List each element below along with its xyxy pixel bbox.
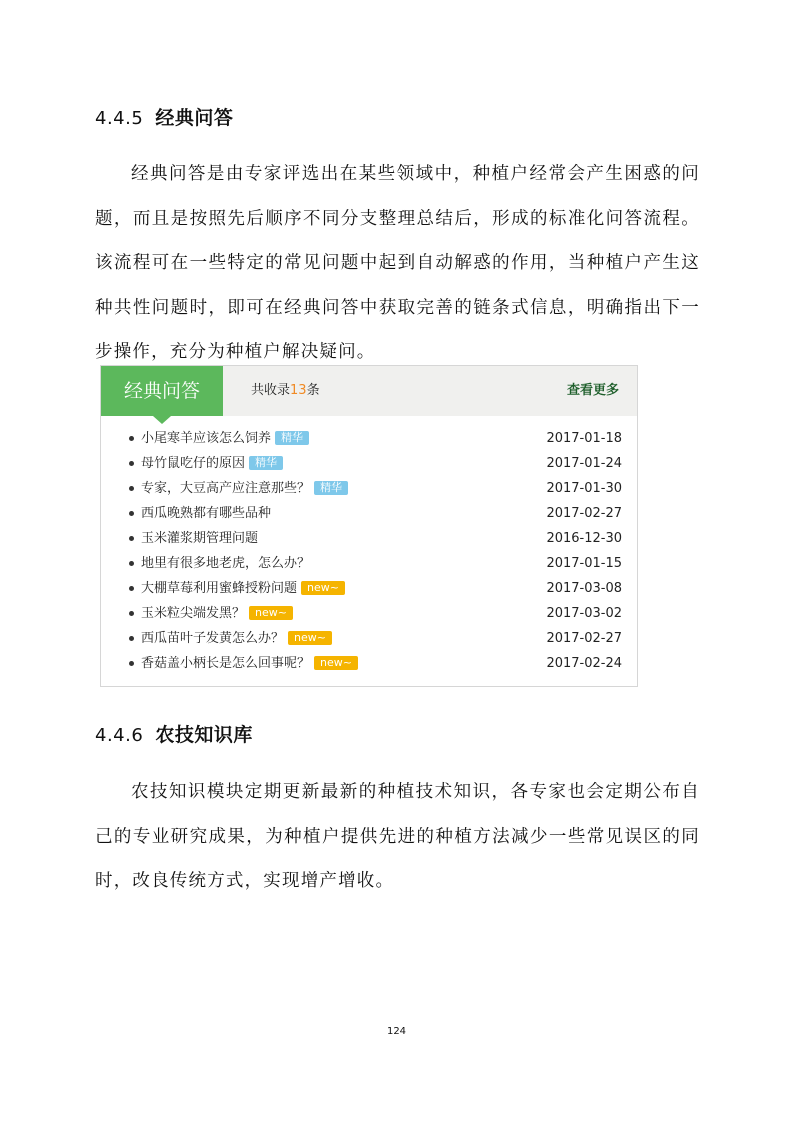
bullet-icon — [129, 436, 134, 441]
question-title[interactable] — [141, 426, 309, 451]
classic-qa-panel — [100, 365, 638, 687]
new-badge: new~ — [249, 606, 293, 620]
question-date: 2017-02-24 — [546, 656, 622, 671]
question-date: 2017-03-08 — [546, 581, 622, 596]
list-item[interactable] — [101, 576, 637, 601]
bullet-icon — [129, 461, 134, 466]
featured-badge: 精华 — [314, 481, 348, 495]
question-date: 2016-12-30 — [546, 531, 622, 546]
question-text[interactable]: 小尾寒羊应该怎么饲养 — [141, 431, 272, 446]
list-item[interactable] — [101, 551, 637, 576]
list-item[interactable] — [101, 501, 637, 526]
list-item[interactable] — [101, 626, 637, 651]
list-item[interactable] — [101, 651, 637, 676]
question-date: 2017-01-15 — [546, 556, 622, 571]
bullet-icon — [129, 636, 134, 641]
bullet-icon — [129, 486, 134, 491]
list-item[interactable] — [101, 476, 637, 501]
question-text[interactable]: 玉米粒尖端发黑？ — [141, 606, 246, 621]
record-count — [251, 366, 320, 416]
bullet-icon — [129, 611, 134, 616]
view-more-link[interactable]: 查看更多 — [566, 383, 619, 398]
question-text[interactable]: 玉米灌浆期管理问题 — [141, 531, 259, 546]
count-prefix: 共收录 — [251, 383, 291, 398]
section-title: 农技知识库 — [155, 724, 253, 746]
question-text[interactable]: 专家，大豆高产应注意那些？ — [141, 481, 311, 496]
question-title[interactable] — [141, 626, 332, 651]
qa-list — [101, 426, 637, 676]
question-date: 2017-01-30 — [546, 481, 622, 496]
list-item[interactable] — [101, 451, 637, 476]
list-item[interactable] — [101, 426, 637, 451]
list-item[interactable] — [101, 526, 637, 551]
section-heading-4-4-5 — [95, 103, 233, 130]
question-title[interactable] — [141, 451, 283, 476]
section-number: 4.4.5 — [95, 108, 144, 129]
question-date: 2017-03-02 — [546, 606, 622, 621]
bullet-icon — [129, 586, 134, 591]
question-title[interactable] — [141, 526, 258, 551]
question-date: 2017-01-24 — [546, 456, 622, 471]
question-title[interactable] — [141, 576, 345, 601]
bullet-icon — [129, 661, 134, 666]
section-paragraph-4-4-6: 农技知识模块定期更新最新的种植技术知识，各专家也会定期公布自己的专业研究成果，为种植户提供先进的种植方法减少一些常见误区的同时，改良传统方式，实现增产增收。 — [95, 782, 700, 891]
question-title[interactable] — [141, 651, 358, 676]
panel-header — [101, 366, 637, 416]
bullet-icon — [129, 561, 134, 566]
count-value: 13 — [290, 383, 307, 398]
new-badge: new~ — [314, 656, 358, 670]
question-date: 2017-02-27 — [546, 631, 622, 646]
list-item[interactable] — [101, 601, 637, 626]
question-text[interactable]: 母竹鼠吃仔的原因 — [141, 456, 246, 471]
question-text[interactable]: 西瓜苗叶子发黄怎么办？ — [141, 631, 285, 646]
tab-classic-qa[interactable]: 经典问答 — [101, 366, 223, 416]
section-heading-4-4-6 — [95, 720, 253, 747]
question-text[interactable]: 大棚草莓利用蜜蜂授粉问题 — [141, 581, 298, 596]
section-title: 经典问答 — [155, 107, 234, 129]
question-date: 2017-01-18 — [546, 431, 622, 446]
new-badge: new~ — [288, 631, 332, 645]
section-paragraph-4-4-5: 经典问答是由专家评选出在某些领域中，种植户经常会产生困惑的问题，而且是按照先后顺序不同分支整理总结后，形成的标准化问答流程。该流程可在一些特定的常见问题中起到自动解惑的作用，当种植户产生这种共性问题时，即可在经典问答中获取完善的链条式信息，明确指出下一步操作，充分为种植户解决疑问。 — [95, 164, 700, 362]
section-number: 4.4.6 — [95, 725, 144, 746]
featured-badge: 精华 — [249, 456, 283, 470]
bullet-icon — [129, 511, 134, 516]
question-text[interactable]: 地里有很多地老虎，怎么办？ — [141, 556, 311, 571]
featured-badge: 精华 — [275, 431, 309, 445]
question-date: 2017-02-27 — [546, 506, 622, 521]
new-badge: new~ — [301, 581, 345, 595]
question-text[interactable]: 西瓜晚熟都有哪些品种 — [141, 506, 272, 521]
count-suffix: 条 — [306, 383, 320, 398]
page-number: 124 — [386, 1026, 407, 1037]
question-title[interactable] — [141, 476, 348, 501]
bullet-icon — [129, 536, 134, 541]
question-title[interactable] — [141, 551, 310, 576]
question-title[interactable] — [141, 501, 271, 526]
question-text[interactable]: 香菇盖小柄长是怎么回事呢？ — [141, 656, 311, 671]
question-title[interactable] — [141, 601, 293, 626]
